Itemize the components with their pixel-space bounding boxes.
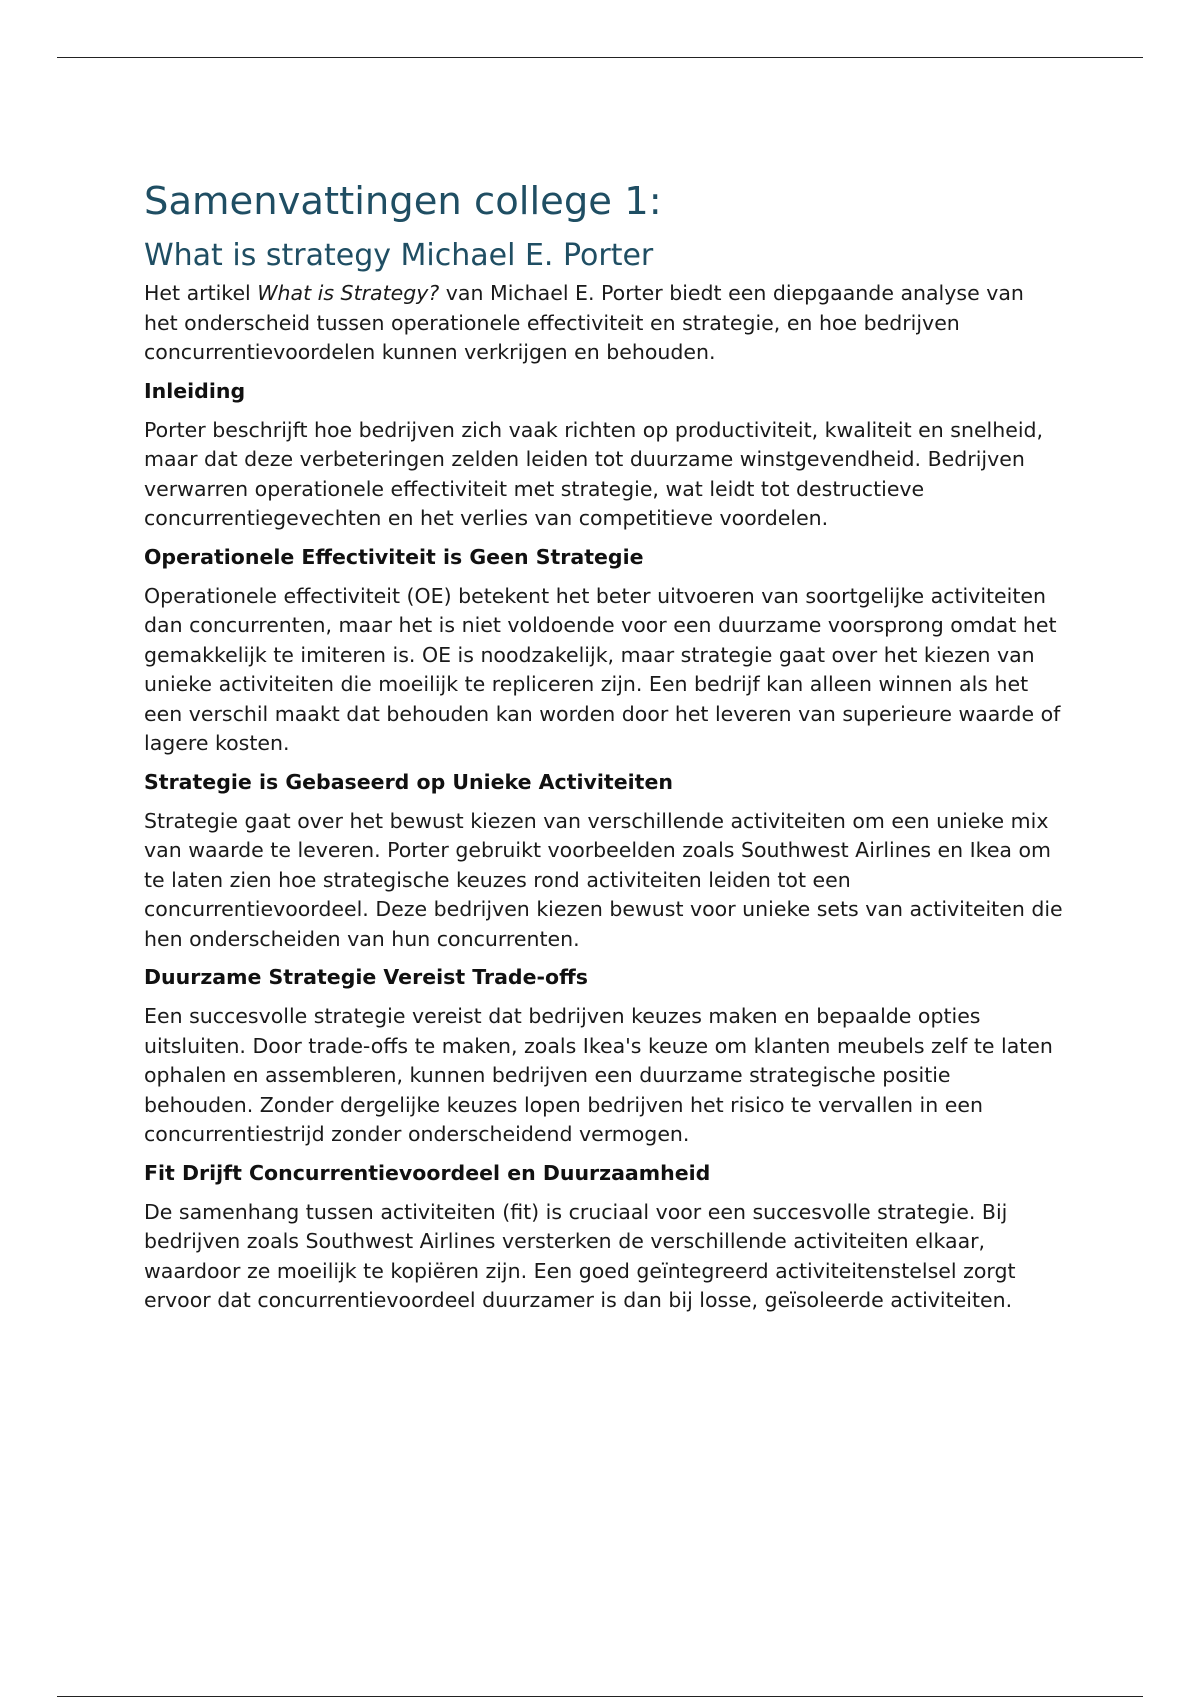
section-body-unieke-activiteiten: Strategie gaat over het bewust kiezen van verschillende activiteiten om een unieke mix van waarde te leveren. Porter gebruikt voorbeelden zoals Southwest Airlines en Ikea om te laten zien hoe strategische keuzes rond activiteiten leiden tot een concurrentievoordeel. Deze bedrijven kiezen bewust voor unieke sets van activiteiten die hen onderscheiden van hun concurrenten. [144,808,1063,951]
section-body-trade-offs: Een succesvolle strategie vereist dat bedrijven keuzes maken en bepaalde opties uitsluiten. Door trade-offs te maken, zoals Ikea's keuze om klanten meubels zelf te laten ophalen en assembleren, kunnen bedrijven een duurzame strategische positie behouden. Zonder dergelijke keuzes lopen bedrijven het risico te vervallen in een concurrentiestrijd zonder onderscheidend vermogen. [144,1004,1053,1146]
section-heading-fit: Fit Drijft Concurrentievoordeel en Duurzaamheid [144,1160,711,1185]
document-title: Samenvattingen college 1: [144,179,662,224]
section-body-inleiding: Porter beschrijft hoe bedrijven zich vaak richten op productiviteit, kwaliteit en snelheid, maar dat deze verbeteringen zelden leiden tot duurzame winstgevendheid. Bedrijven verwarren operationele effectiviteit met strategie, wat leidt tot destructieve concurrentiegevechten en het verlies van competitieve voordelen. [144,417,1044,530]
top-rule [57,57,1143,58]
section-body-fit: De samenhang tussen activiteiten (fit) is cruciaal voor een succesvolle strategie. Bij bedrijven zoals Southwest Airlines versterken de verschillende activiteiten elkaar, waardoor ze moeilijk te kopiëren zijn. Een goed geïntegreerd activiteitenstelsel zorgt ervoor dat concurrentievoordeel duurzamer is dan bij losse, geïsoleerde activiteiten. [144,1199,1016,1312]
bottom-rule [57,1696,1143,1697]
document-subtitle: What is strategy Michael E. Porter [144,238,654,273]
section-body-operationele-effectiviteit: Operationele effectiviteit (OE) betekent het beter uitvoeren van soortgelijke activiteiten dan concurrenten, maar het is niet voldoende voor een duurzame voorsprong omdat het gemakkelijk te imiteren is. OE is noodzakelijk, maar strategie gaat over het kiezen van unieke activiteiten die moeilijk te repliceren zijn. Een bedrijf kan alleen winnen als het een verschil maakt dat behouden kan worden door het leveren van superieure waarde of lagere kosten. [144,583,1061,755]
intro-paragraph [144,279,1064,368]
article-title-italic: What is Strategy? [257,281,440,305]
section-heading-trade-offs: Duurzame Strategie Vereist Trade-offs [144,965,588,989]
section-heading-operationele-effectiviteit: Operationele Effectiviteit is Geen Strategie [144,544,644,569]
section-heading-inleiding: Inleiding [144,378,246,403]
intro-text-end: van Michael E. Porter biedt een diepgaande analyse van het onderscheid tussen operationele effectiviteit en strategie, en hoe bedrijven concurrentievoordelen kunnen verkrijgen en behouden. [144,281,1024,364]
document-body [144,170,1064,1316]
section-heading-unieke-activiteiten: Strategie is Gebaseerd op Unieke Activiteiten [144,769,673,794]
intro-text-start: Het artikel [144,281,258,305]
